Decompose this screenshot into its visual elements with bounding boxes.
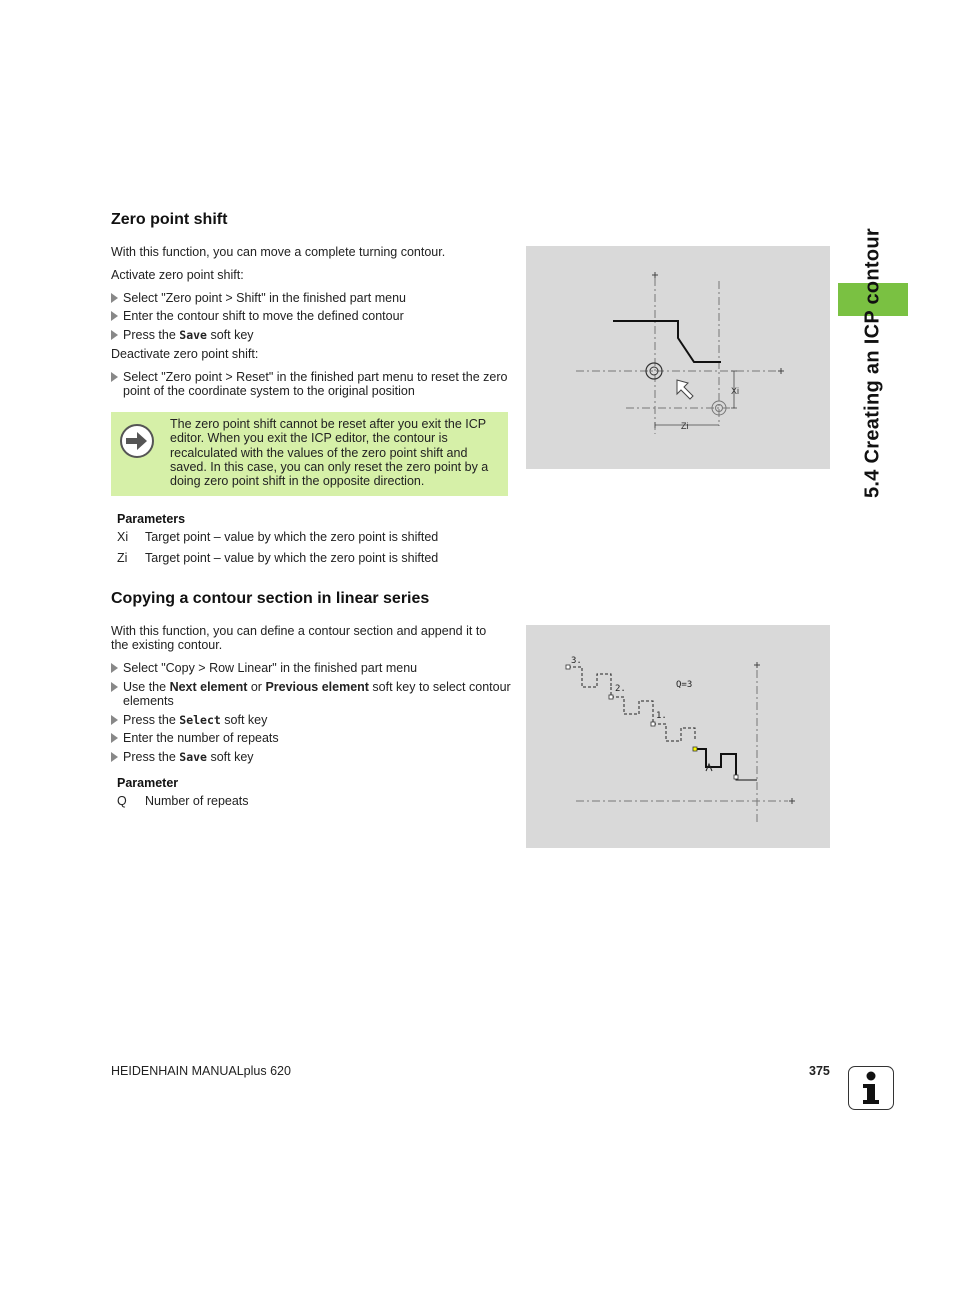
soft-key-name: Save <box>179 328 207 342</box>
linear-copy-figure <box>526 625 830 848</box>
figure-label-copy-3: 3. <box>571 656 582 666</box>
bullet-triangle-icon <box>111 293 118 303</box>
list-item: Enter the number of repeats <box>111 731 279 745</box>
figure-label-copy-1: 1. <box>656 711 667 721</box>
bullet-triangle-icon <box>111 663 118 673</box>
figure-label-copy-2: 2. <box>615 684 626 694</box>
list-item: Use the Next element or Previous element soft key to select contour elements <box>111 680 513 708</box>
bullet-triangle-icon <box>111 715 118 725</box>
note-box <box>111 412 508 496</box>
list-item: Select "Zero point > Shift" in the finished part menu <box>111 291 406 305</box>
intro-text: With this function, you can move a complete turning contour. <box>111 245 446 259</box>
bullet-triangle-icon <box>111 752 118 762</box>
list-item: Press the Save soft key <box>111 750 254 764</box>
footer-product: HEIDENHAIN MANUALplus 620 <box>111 1064 291 1078</box>
zero-point-shift-figure <box>526 246 830 469</box>
heading-copying-contour-section: Copying a contour section in linear series <box>111 590 430 607</box>
list-item: Press the Select soft key <box>111 713 267 727</box>
figure-label-q: Q=3 <box>676 680 693 690</box>
arrow-right-icon <box>119 423 155 459</box>
bullet-triangle-icon <box>111 733 118 743</box>
soft-key-name: Select <box>179 713 221 727</box>
info-icon <box>848 1066 894 1110</box>
bullet-triangle-icon <box>111 311 118 321</box>
bullet-triangle-icon <box>111 682 118 692</box>
activate-label: Activate zero point shift: <box>111 268 244 282</box>
parameters-title: Parameters <box>117 512 186 526</box>
bullet-triangle-icon <box>111 372 118 382</box>
list-item: Select "Zero point > Reset" in the finished part menu to reset the zero point of the coordinate system to the original position <box>111 370 511 398</box>
heading-zero-point-shift: Zero point shift <box>111 211 228 228</box>
intro-text: With this function, you can define a contour section and append it to the existing contour. <box>111 624 487 652</box>
figure-label-xi: Xi <box>731 386 740 396</box>
list-item: Enter the contour shift to move the defined contour <box>111 309 404 323</box>
bullet-triangle-icon <box>111 330 118 340</box>
deactivate-label: Deactivate zero point shift: <box>111 347 259 361</box>
parameter-title: Parameter <box>117 776 179 790</box>
figure-label-zi: Zi <box>681 421 689 431</box>
list-item: Select "Copy > Row Linear" in the finished part menu <box>111 661 417 675</box>
soft-key-name: Save <box>179 750 207 764</box>
chapter-title: 5.4 Creating an ICP contour <box>861 227 884 498</box>
list-item: Press the Save soft key <box>111 328 254 342</box>
note-text: The zero point shift cannot be reset after you exit the ICP editor. When you exit the ICP editor, the contour is recalculated with the values of the zero point shift and saved. In this case, you can only reset the zero point by a doing zero point shift in the opposite direction. <box>170 417 489 489</box>
page-number: 375 <box>809 1064 830 1078</box>
